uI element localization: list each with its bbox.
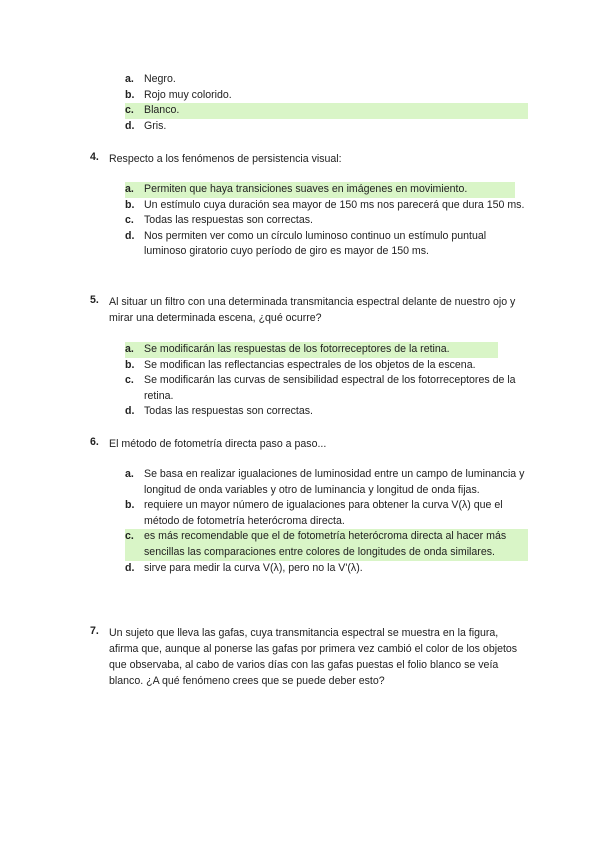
question-number: 5. [90, 294, 99, 306]
option-text: Permiten que haya transiciones suaves en imágenes en movimiento. [144, 183, 468, 195]
q6-options [125, 467, 528, 576]
option-text: Un estímulo cuya duración sea mayor de 150 ms nos parecerá que dura 150 ms. [144, 198, 525, 211]
option-3a [125, 72, 528, 88]
option-3d [125, 119, 528, 135]
option-5a-correct [125, 342, 498, 358]
question-number: 7. [90, 625, 99, 637]
option-letter: c. [125, 529, 134, 545]
option-text: Se modifican las reflectancias espectrales de los objetos de la escena. [144, 358, 476, 371]
option-letter: d. [125, 229, 135, 242]
option-letter: b. [125, 88, 135, 101]
option-text: Todas las respuestas son correctas. [144, 214, 313, 227]
option-letter: c. [125, 103, 134, 119]
q3-options [125, 72, 528, 134]
question-number: 6. [90, 436, 99, 448]
question-text: Un sujeto que lleva las gafas, cuya transmitancia espectral se muestra en la figura, afirma que, aunque al ponerse las gafas por primera vez cambió el color de los objetos que observaba, al cabo de varios días con las gafas puestas el folio blanco se veía blanco. ¿A qué fenómeno crees que se puede deber esto? [109, 627, 518, 687]
q4-options [125, 182, 528, 260]
option-text: Todas las respuestas son correctas. [144, 405, 313, 418]
option-text: Gris. [144, 119, 167, 132]
question-text: El método de fotometría directa paso a paso... [109, 438, 327, 450]
option-5d [125, 404, 528, 420]
option-text: es más recomendable que el de fotometría heterócroma directa al hacer más sencillas las comparaciones entre colores de longitudes de onda similares. [144, 530, 507, 558]
option-text: requiere un mayor número de igualaciones para obtener la curva V(λ) que el método de fotometría heterócroma directa. [144, 499, 503, 527]
option-4d [125, 229, 528, 260]
option-letter: a. [125, 342, 134, 358]
option-letter: d. [125, 119, 135, 132]
option-6a [125, 467, 528, 498]
option-letter: a. [125, 468, 134, 480]
option-text: Se modificarán las respuestas de los fotorreceptores de la retina. [144, 343, 450, 355]
question-text: Respecto a los fenómenos de persistencia visual: [109, 153, 342, 165]
question-4 [90, 151, 530, 167]
option-letter: a. [125, 73, 134, 85]
option-6c-correct [125, 529, 528, 560]
question-number: 4. [90, 151, 99, 163]
option-text: Nos permiten ver como un círculo luminoso continuo un estímulo puntual luminoso giratorio cuyo período de giro es mayor de 150 ms. [144, 229, 487, 258]
q5-options [125, 342, 528, 420]
option-letter: b. [125, 499, 135, 512]
question-7 [90, 625, 530, 689]
option-4b [125, 198, 528, 214]
question-6 [90, 436, 530, 452]
option-4a-correct [125, 182, 515, 198]
option-5c [125, 373, 528, 404]
option-letter: c. [125, 374, 134, 387]
option-letter: b. [125, 358, 135, 371]
option-text: Blanco. [144, 104, 180, 117]
question-text: Al situar un filtro con una determinada transmitancia espectral delante de nuestro ojo y mirar una determinada escena, ¿qué ocurre? [109, 296, 516, 324]
option-letter: a. [125, 182, 134, 198]
option-text: Se basa en realizar igualaciones de luminosidad entre un campo de luminancia y longitud de onda variables y otro de luminancia y longitud de onda fijas. [144, 468, 525, 496]
option-text: sirve para medir la curva V(λ), pero no la V'(λ). [144, 561, 363, 574]
option-3b [125, 88, 528, 104]
option-4c [125, 213, 528, 229]
question-5 [90, 294, 530, 326]
option-text: Se modificarán las curvas de sensibilidad espectral de los fotorreceptores de la retina. [144, 374, 516, 402]
option-letter: b. [125, 198, 135, 211]
option-5b [125, 358, 528, 374]
option-6b [125, 498, 528, 529]
option-3c-correct [125, 103, 528, 119]
option-text: Negro. [144, 73, 176, 85]
option-text: Rojo muy colorido. [144, 88, 232, 101]
option-letter: d. [125, 405, 135, 418]
option-letter: d. [125, 561, 135, 574]
option-letter: c. [125, 214, 134, 227]
option-6d [125, 561, 528, 577]
